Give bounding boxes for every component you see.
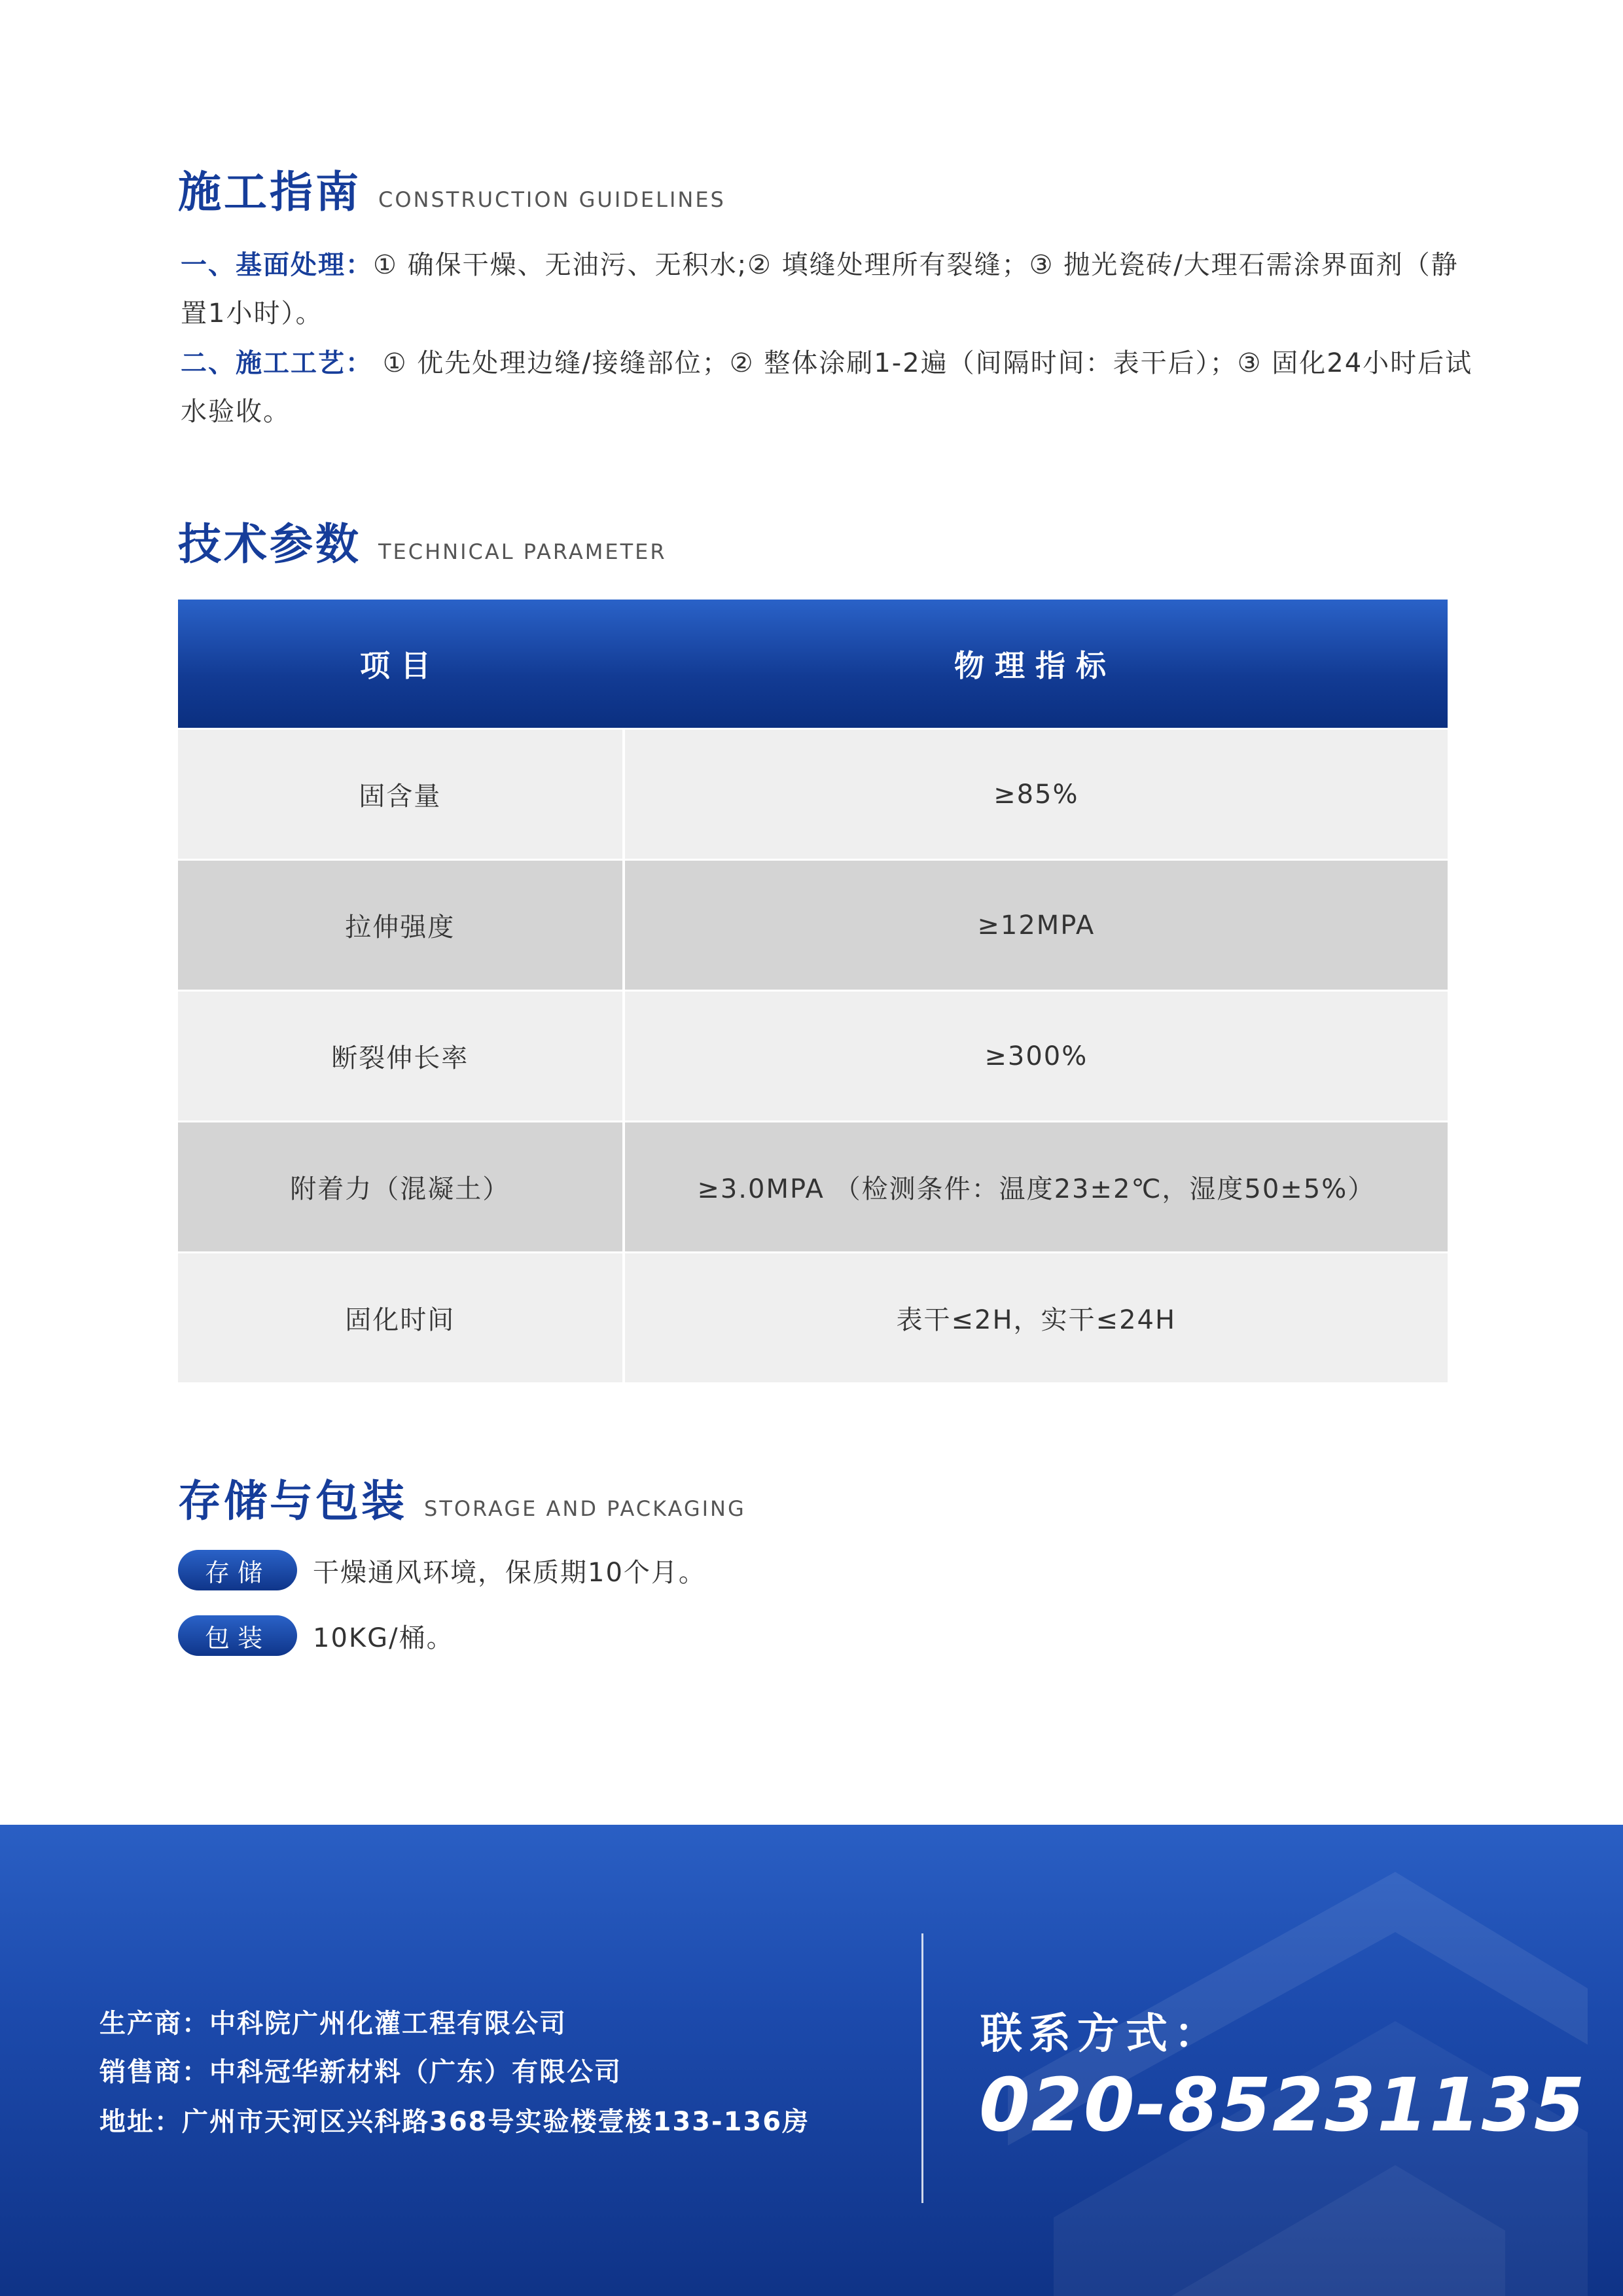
- row-value: ≥12MPA: [977, 910, 1096, 941]
- table-header: [178, 600, 1448, 728]
- technical-parameter-table: [178, 600, 1448, 1382]
- surface-treatment-label: 一、基面处理：: [181, 250, 373, 280]
- row-item: 固含量: [178, 730, 625, 859]
- construction-process-paragraph: [181, 339, 1476, 436]
- table-row: [178, 990, 1448, 1121]
- packaging-row: [178, 1615, 454, 1656]
- manufacturer-text: 生产商：中科院广州化灌工程有限公司: [99, 2009, 567, 2039]
- table-row: [178, 1121, 1448, 1251]
- surface-treatment-text: ① 确保干燥、无油污、无积水;② 填缝处理所有裂缝；③ 抛光瓷砖/大理石需涂界面剂（静置1小时）。: [181, 250, 1459, 329]
- row-value: ≥85%: [993, 779, 1079, 810]
- storage-section-title: [178, 1466, 746, 1528]
- surface-treatment-paragraph: [181, 241, 1476, 338]
- storage-title-en: STORAGE AND PACKAGING: [424, 1496, 746, 1521]
- construction-title-zh: 施工指南: [178, 167, 361, 217]
- construction-process-label: 二、施工工艺：: [181, 348, 373, 378]
- phone-number: 020-85231135: [979, 2063, 1586, 2148]
- row-item: 固化时间: [178, 1253, 625, 1382]
- header-item: 项目: [360, 648, 441, 683]
- storage-title-zh: 存储与包装: [178, 1476, 407, 1526]
- table-row: [178, 859, 1448, 990]
- seller-text: 销售商：中科冠华新材料（广东）有限公司: [99, 2057, 622, 2087]
- footer: [0, 1825, 1623, 2296]
- row-item: 附着力（混凝土）: [178, 1122, 625, 1251]
- construction-title-en: CONSTRUCTION GUIDELINES: [378, 187, 726, 212]
- technical-title-zh: 技术参数: [178, 519, 361, 569]
- storage-row: [178, 1550, 706, 1590]
- packaging-text: 10KG/桶。: [313, 1623, 454, 1653]
- construction-process-text: ① 优先处理边缝/接缝部位；② 整体涂刷1-2遍（间隔时间：表干后）；③ 固化24小时后试水验收。: [181, 348, 1473, 427]
- table-row: [178, 728, 1448, 859]
- storage-text: 干燥通风环境，保质期10个月。: [313, 1557, 706, 1588]
- row-value: ≥3.0MPA （检测条件：温度23±2℃，湿度50±5%）: [697, 1174, 1376, 1204]
- address-text: 地址：广州市天河区兴科路368号实验楼壹楼133-136房: [99, 2107, 810, 2137]
- storage-tag: 存储: [178, 1550, 297, 1590]
- header-physical-index: 物理指标: [954, 648, 1116, 683]
- row-item: 拉伸强度: [178, 861, 625, 990]
- technical-section-title: [178, 509, 667, 571]
- construction-section-title: [178, 157, 726, 219]
- row-value: ≥300%: [984, 1041, 1088, 1071]
- footer-divider: [921, 1933, 923, 2203]
- contact-label: 联系方式：: [980, 2010, 1222, 2058]
- technical-title-en: TECHNICAL PARAMETER: [378, 539, 667, 564]
- packaging-tag: 包装: [178, 1615, 297, 1656]
- row-item: 断裂伸长率: [178, 992, 625, 1121]
- row-value: 表干≤2H，实干≤24H: [896, 1305, 1177, 1335]
- table-row: [178, 1251, 1448, 1382]
